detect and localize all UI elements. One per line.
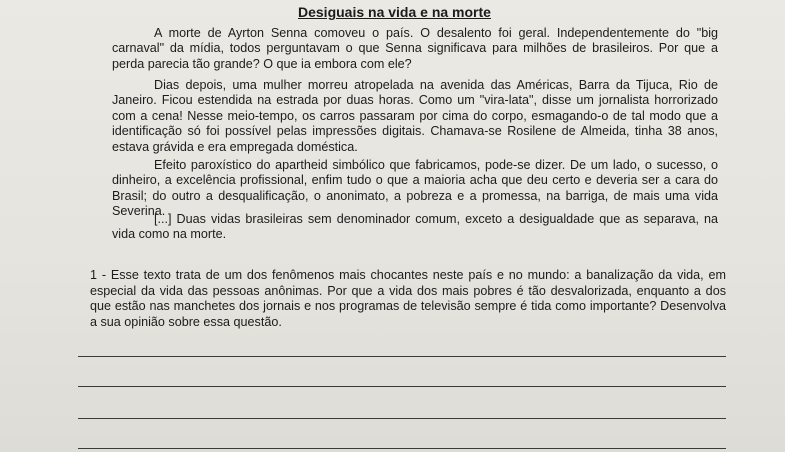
paragraph-2: Dias depois, uma mulher morreu atropelada na avenida das Américas, Barra da Tijuca, Rio de Janeiro. Ficou estendida na estrada por duas horas. Como um "vira-lata", disse um jornalista horrorizado com a cena! Nesse meio-tempo, os carros passaram por cima do corpo, esmagando-o de tal modo que a identificação só foi possível pelas impressões digitais. Chamava-se Rosilene de Almeida, tinha 38 anos, estava grávida e era empregada doméstica. bbox=[112, 78, 718, 154]
answer-line[interactable] bbox=[78, 448, 726, 449]
question-1: 1 - Esse texto trata de um dos fenômenos mais chocantes neste país e no mundo: a banalização da vida, em especial da vida das pessoas anônimas. Por que a vida dos mais pobres é tão desvalorizada, enquanto a dos que estão nas manchetes dos jornais e nos programas de televisão sempre é tida como importante? Desenvolva a sua opinião sobre essa questão. bbox=[90, 268, 726, 329]
paragraph-1: A morte de Ayrton Senna comoveu o país. O desalento foi geral. Independentemente do "big carnaval" da mídia, todos perguntavam o que Senna significava para milhões de brasileiros. Por que a perda parecia tão grande? O que ia embora com ele? bbox=[112, 26, 718, 71]
paragraph-4: [...] Duas vidas brasileiras sem denominador comum, exceto a desigualdade que as separava, na vida como na morte. bbox=[112, 212, 718, 242]
text-title: Desiguais na vida e na morte bbox=[298, 4, 491, 20]
answer-line[interactable] bbox=[78, 418, 726, 419]
paragraph-3: Efeito paroxístico do apartheid simbólico que fabricamos, pode-se dizer. De um lado, o sucesso, o dinheiro, a excelência profissional, enfim tudo o que a maioria acha que deu certo e deveria ser a cara do Brasil; do outro a desqualificação, o anonimato, a pobreza e a promessa, na barriga, de mais uma vida Severina. bbox=[112, 158, 718, 219]
answer-line[interactable] bbox=[78, 356, 726, 357]
answer-line[interactable] bbox=[78, 386, 726, 387]
